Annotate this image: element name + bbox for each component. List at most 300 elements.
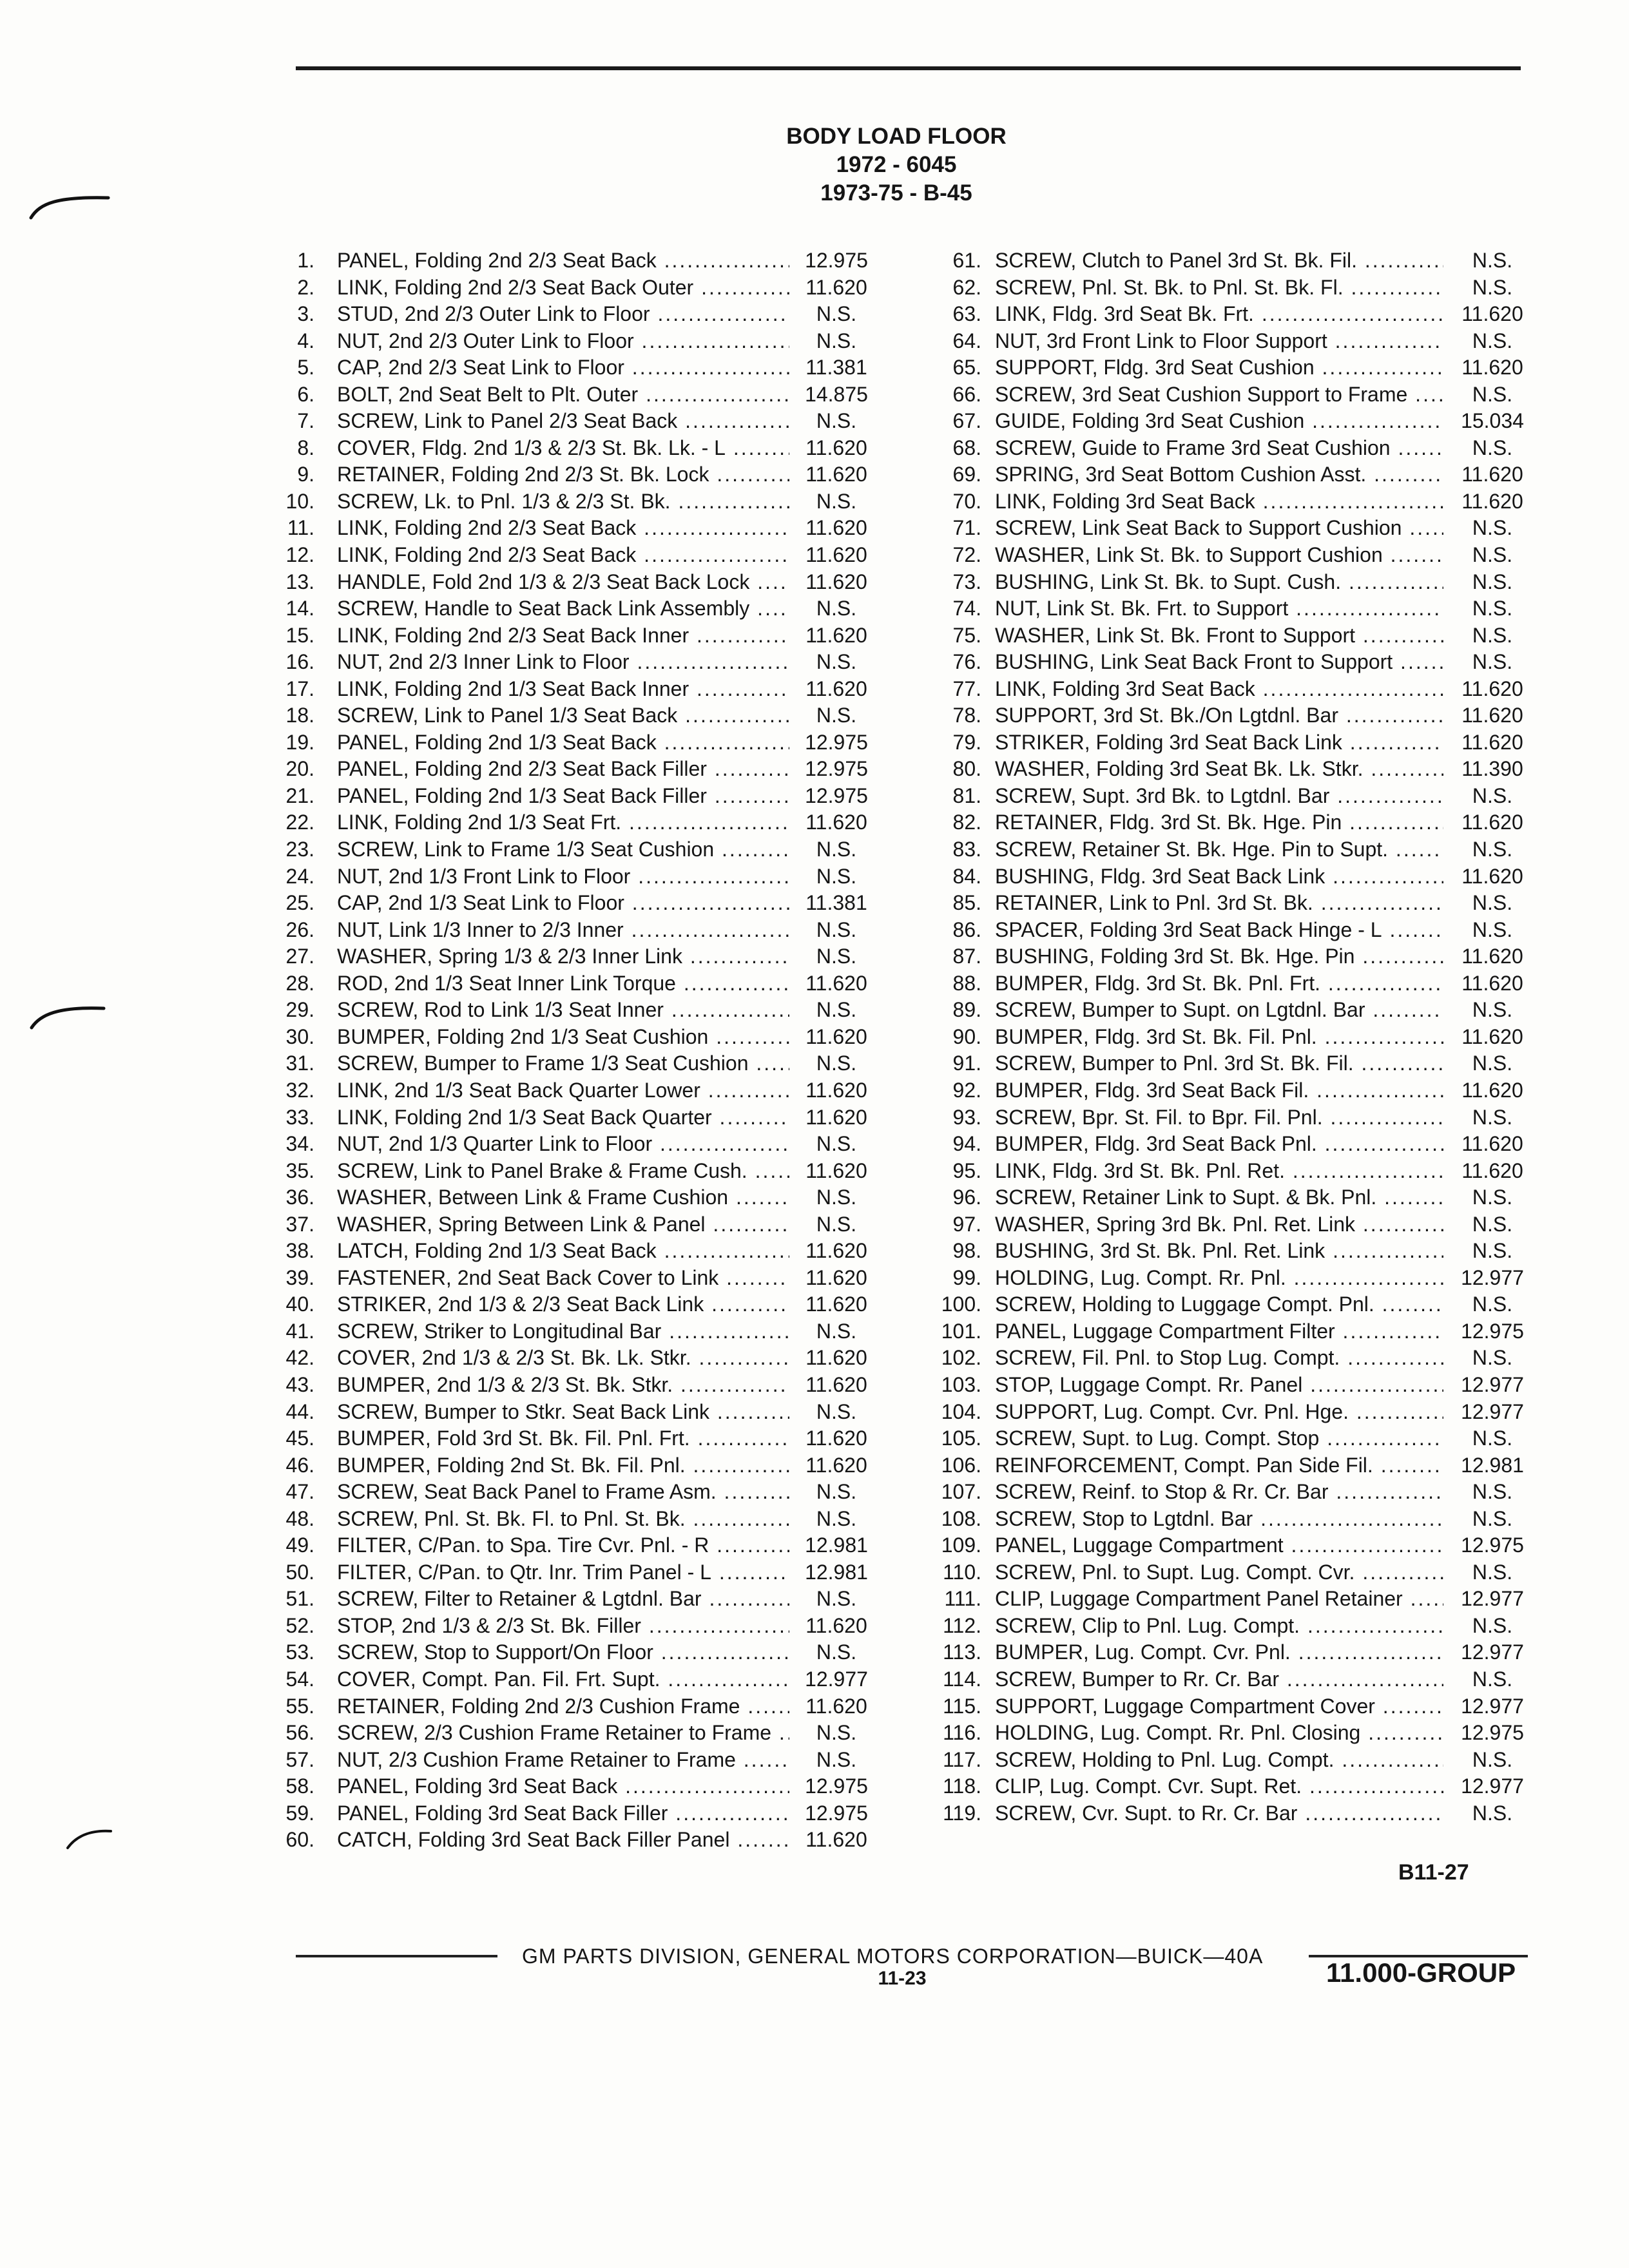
part-index: 42.	[285, 1346, 314, 1370]
part-group-number: N.S.	[816, 704, 857, 727]
part-index: 83.	[952, 838, 981, 861]
part-description: SUPPORT, 3rd St. Bk./On Lgtdnl. Bar .....	[995, 702, 1443, 729]
part-group-number: 12.981	[1461, 1453, 1524, 1477]
part-index: 117.	[943, 1747, 981, 1771]
part-description: SCREW, Reinf. to Stop & Rr. Cr. Bar .....	[995, 1479, 1443, 1506]
part-description: NUT, Link 1/3 Inner to 2/3 Inner .....	[337, 917, 789, 944]
part-description: RETAINER, Link to Pnl. 3rd St. Bk. .....	[995, 890, 1443, 917]
part-description: WASHER, Link St. Bk. to Support Cushion .....	[995, 542, 1443, 569]
part-row	[258, 1104, 878, 1131]
part-description: PANEL, Luggage Compartment .....	[995, 1532, 1443, 1559]
part-row	[258, 328, 878, 355]
part-group-number: 11.620	[805, 1105, 867, 1129]
part-row	[258, 1077, 878, 1104]
scan-mark	[68, 1831, 111, 1848]
part-row	[258, 1372, 878, 1399]
part-description: SCREW, Bumper to Supt. on Lgtdnl. Bar .....	[995, 997, 1443, 1024]
part-group-number: 12.975	[805, 783, 868, 807]
part-description: LINK, Folding 2nd 2/3 Seat Back Outer .....	[337, 274, 789, 302]
part-row	[925, 1372, 1534, 1399]
part-group-number: 12.975	[1461, 1721, 1524, 1745]
part-index: 33.	[285, 1105, 314, 1129]
part-group-number: N.S.	[1472, 1747, 1513, 1771]
part-description: SCREW, 2/3 Cushion Frame Retainer to Frame .....	[337, 1720, 789, 1747]
part-row	[258, 890, 878, 917]
part-group-number: 11.620	[805, 1427, 867, 1450]
part-description: BUSHING, Link Seat Back Front to Support .....	[995, 649, 1443, 676]
part-group-number: 11.620	[805, 1024, 867, 1048]
part-index: 52.	[285, 1613, 314, 1637]
part-description: BUMPER, Folding 2nd St. Bk. Fil. Pnl. .....	[337, 1452, 789, 1479]
part-group-number: N.S.	[816, 489, 857, 513]
part-index: 115.	[943, 1694, 981, 1718]
part-description: FASTENER, 2nd Seat Back Cover to Link .....	[337, 1265, 789, 1292]
top-rule	[296, 66, 1521, 70]
part-index: 105.	[941, 1427, 981, 1450]
part-group-number: N.S.	[1472, 1506, 1513, 1530]
part-index: 45.	[285, 1427, 314, 1450]
part-group-number: 11.620	[1461, 811, 1523, 834]
part-description: BUSHING, Fldg. 3rd Seat Back Link .....	[995, 863, 1443, 890]
part-group-number: N.S.	[816, 650, 857, 674]
part-index: 89.	[952, 998, 981, 1022]
part-group-number: 11.620	[805, 623, 867, 647]
part-index: 107.	[941, 1480, 981, 1504]
part-group-number: 11.620	[1461, 1078, 1523, 1102]
part-group-number: N.S.	[816, 1132, 857, 1156]
part-description: SCREW, 3rd Seat Cushion Support to Frame .....	[995, 381, 1443, 408]
part-description: LINK, Fldg. 3rd Seat Bk. Frt. .....	[995, 301, 1443, 328]
part-group-number: 12.977	[1461, 1587, 1524, 1611]
part-description: SCREW, Bumper to Stkr. Seat Back Link .....	[337, 1399, 789, 1426]
part-row	[925, 1024, 1534, 1051]
part-row	[925, 756, 1534, 783]
part-row	[925, 328, 1534, 355]
part-index: 31.	[285, 1052, 314, 1075]
part-description: LINK, Folding 2nd 1/3 Seat Frt. .....	[337, 809, 789, 836]
part-group-number: 11.620	[1461, 302, 1523, 326]
part-row	[925, 809, 1534, 836]
part-description: CLIP, Lug. Compt. Cvr. Supt. Ret. .....	[995, 1773, 1443, 1800]
part-group-number: 11.620	[805, 1828, 867, 1852]
part-group-number: N.S.	[1472, 329, 1513, 352]
part-description: NUT, 2nd 1/3 Front Link to Floor .....	[337, 863, 789, 890]
part-index: 62.	[952, 275, 981, 299]
part-group-number: 11.381	[805, 356, 867, 380]
part-description: SCREW, Retainer Link to Supt. & Bk. Pnl. .....	[995, 1184, 1443, 1211]
part-row	[258, 1666, 878, 1693]
part-group-number: 12.977	[805, 1667, 868, 1691]
part-group-number: 11.620	[1461, 1024, 1523, 1048]
part-index: 28.	[285, 971, 314, 995]
part-row	[258, 863, 878, 890]
part-row	[925, 488, 1534, 515]
footer-rule-left	[296, 1955, 497, 1957]
part-row	[925, 649, 1534, 676]
part-index: 10.	[285, 489, 314, 513]
part-index: 6.	[297, 382, 314, 406]
part-row	[925, 1211, 1534, 1238]
scan-mark	[32, 1008, 104, 1028]
part-index: 39.	[285, 1265, 314, 1289]
part-group-number: 15.034	[1461, 409, 1524, 433]
part-index: 74.	[952, 597, 981, 620]
page-number: 11-23	[878, 1968, 927, 1989]
part-index: 108.	[941, 1506, 981, 1530]
part-index: 109.	[941, 1533, 981, 1557]
part-index: 34.	[285, 1132, 314, 1156]
part-index: 1.	[297, 249, 314, 272]
part-index: 5.	[297, 356, 314, 380]
part-row	[925, 1184, 1534, 1211]
part-row	[258, 1586, 878, 1613]
part-group-number: 11.620	[1461, 1158, 1523, 1182]
part-row	[925, 1773, 1534, 1800]
part-group-number: N.S.	[816, 1186, 857, 1209]
part-index: 99.	[952, 1265, 981, 1289]
part-group-number: N.S.	[816, 864, 857, 888]
part-index: 113.	[943, 1640, 981, 1664]
part-description: LINK, Folding 3rd Seat Back .....	[995, 676, 1443, 703]
part-description: PANEL, Luggage Compartment Filter .....	[995, 1318, 1443, 1345]
part-group-number: 11.620	[805, 1613, 867, 1637]
part-group-number: N.S.	[1472, 1613, 1513, 1637]
part-description: WASHER, Spring 1/3 & 2/3 Inner Link .....	[337, 943, 789, 970]
part-description: SCREW, Fil. Pnl. to Stop Lug. Compt. .....	[995, 1345, 1443, 1372]
part-row	[925, 247, 1534, 274]
part-description: BUMPER, Fldg. 3rd St. Bk. Fil. Pnl. .....	[995, 1024, 1443, 1051]
part-description: BUMPER, Fldg. 3rd Seat Back Pnl. .....	[995, 1131, 1443, 1158]
part-description: SCREW, Striker to Longitudinal Bar .....	[337, 1318, 789, 1345]
part-group-number: N.S.	[1472, 623, 1513, 647]
part-row	[258, 274, 878, 302]
part-description: BUMPER, Fldg. 3rd St. Bk. Pnl. Frt. .....	[995, 970, 1443, 997]
part-index: 71.	[952, 516, 981, 540]
part-row	[925, 1345, 1534, 1372]
part-index: 94.	[952, 1132, 981, 1156]
part-description: STUD, 2nd 2/3 Outer Link to Floor .....	[337, 301, 789, 328]
part-description: BUSHING, Link St. Bk. to Supt. Cush. .....	[995, 569, 1443, 596]
part-group-number: 11.620	[805, 516, 867, 540]
part-index: 32.	[285, 1078, 314, 1102]
part-group-number: 11.620	[1461, 864, 1523, 888]
part-row	[258, 247, 878, 274]
part-description: SCREW, Filter to Retainer & Lgtdnl. Bar .....	[337, 1586, 789, 1613]
part-description: BUMPER, Fold 3rd St. Bk. Fil. Pnl. Frt. .....	[337, 1425, 789, 1452]
part-description: BUMPER, 2nd 1/3 & 2/3 St. Bk. Stkr. .....	[337, 1372, 789, 1399]
model-line-1973-75: 1973-75 - B-45	[820, 180, 972, 206]
part-index: 25.	[285, 891, 314, 915]
part-row	[258, 1532, 878, 1559]
part-row	[925, 1559, 1534, 1586]
part-description: WASHER, Link St. Bk. Front to Support .....	[995, 622, 1443, 649]
part-group-number: N.S.	[816, 1052, 857, 1075]
part-index: 11.	[287, 516, 314, 540]
part-description: SCREW, Holding to Luggage Compt. Pnl. .....	[995, 1291, 1443, 1318]
part-group-number: 11.620	[805, 436, 867, 459]
part-row	[925, 1238, 1534, 1265]
part-group-number: 11.381	[805, 891, 867, 915]
part-row	[258, 1773, 878, 1800]
part-row	[925, 1158, 1534, 1185]
part-index: 65.	[952, 356, 981, 380]
part-description: WASHER, Spring Between Link & Panel .....	[337, 1211, 789, 1238]
part-description: SCREW, Link to Panel 1/3 Seat Back .....	[337, 702, 789, 729]
part-index: 95.	[952, 1158, 981, 1182]
part-group-number: N.S.	[816, 1212, 857, 1236]
part-row	[258, 943, 878, 970]
part-index: 26.	[285, 918, 314, 941]
part-row	[925, 1318, 1534, 1345]
part-group-number: 12.981	[805, 1533, 868, 1557]
part-description: RETAINER, Folding 2nd 2/3 St. Bk. Lock .....	[337, 461, 789, 488]
part-row	[258, 515, 878, 542]
part-description: SCREW, Bpr. St. Fil. to Bpr. Fil. Pnl. .....	[995, 1104, 1443, 1131]
part-description: LINK, Fldg. 3rd St. Bk. Pnl. Ret. .....	[995, 1158, 1443, 1185]
part-description: SCREW, Pnl. to Supt. Lug. Compt. Cvr. .....	[995, 1559, 1443, 1586]
part-description: STRIKER, Folding 3rd Seat Back Link .....	[995, 729, 1443, 756]
part-group-number: N.S.	[816, 1587, 857, 1611]
part-description: SCREW, Stop to Support/On Floor .....	[337, 1639, 789, 1666]
part-row	[258, 461, 878, 488]
part-index: 72.	[952, 543, 981, 567]
part-description: COVER, Fldg. 2nd 1/3 & 2/3 St. Bk. Lk. - L .....	[337, 435, 789, 462]
part-row	[925, 595, 1534, 622]
part-description: FILTER, C/Pan. to Qtr. Inr. Trim Panel - L .....	[337, 1559, 789, 1586]
part-row	[258, 1720, 878, 1747]
part-row	[258, 488, 878, 515]
part-index: 53.	[285, 1640, 314, 1664]
part-description: SCREW, Lk. to Pnl. 1/3 & 2/3 St. Bk. .....	[337, 488, 789, 515]
part-row	[258, 595, 878, 622]
part-index: 36.	[285, 1186, 314, 1209]
part-row	[258, 783, 878, 810]
part-group-number: 11.390	[1461, 757, 1523, 781]
part-row	[925, 1077, 1534, 1104]
part-index: 116.	[943, 1721, 981, 1745]
part-description: NUT, Link St. Bk. Frt. to Support .....	[995, 595, 1443, 622]
part-row	[925, 1720, 1534, 1747]
part-index: 27.	[285, 945, 314, 968]
part-row	[925, 461, 1534, 488]
part-group-number: N.S.	[1472, 783, 1513, 807]
part-index: 56.	[285, 1721, 314, 1745]
part-description: SCREW, Bumper to Frame 1/3 Seat Cushion .....	[337, 1050, 789, 1077]
part-description: LINK, Folding 2nd 1/3 Seat Back Quarter .....	[337, 1104, 789, 1131]
part-description: NUT, 2nd 2/3 Inner Link to Floor .....	[337, 649, 789, 676]
part-index: 114.	[943, 1667, 981, 1691]
part-description: SCREW, Handle to Seat Back Link Assembly .....	[337, 595, 789, 622]
part-index: 38.	[285, 1239, 314, 1263]
part-index: 111.	[944, 1587, 981, 1611]
part-group-number: 12.977	[1461, 1774, 1524, 1798]
part-row	[925, 1506, 1534, 1533]
part-row	[925, 274, 1534, 302]
part-description: NUT, 2nd 1/3 Quarter Link to Floor .....	[337, 1131, 789, 1158]
part-group-number: N.S.	[816, 918, 857, 941]
part-index: 57.	[285, 1747, 314, 1771]
part-group-number: 12.981	[805, 1560, 868, 1584]
part-group-number: N.S.	[816, 597, 857, 620]
part-group-number: 12.975	[805, 757, 868, 781]
part-description: STOP, 2nd 1/3 & 2/3 St. Bk. Filler .....	[337, 1613, 789, 1640]
part-group-number: 11.620	[805, 1453, 867, 1477]
part-row	[258, 435, 878, 462]
part-row	[258, 1238, 878, 1265]
part-group-number: 11.620	[805, 1078, 867, 1102]
part-row	[925, 622, 1534, 649]
part-group-number: N.S.	[1472, 382, 1513, 406]
part-description: CAP, 2nd 2/3 Seat Link to Floor .....	[337, 354, 789, 381]
part-row	[258, 1800, 878, 1827]
part-index: 100.	[941, 1293, 981, 1316]
part-description: RETAINER, Fldg. 3rd St. Bk. Hge. Pin .....	[995, 809, 1443, 836]
part-row	[258, 301, 878, 328]
part-group-number: N.S.	[816, 329, 857, 352]
part-index: 24.	[285, 864, 314, 888]
part-row	[258, 1024, 878, 1051]
part-row	[258, 1345, 878, 1372]
part-index: 87.	[952, 945, 981, 968]
part-row	[258, 970, 878, 997]
part-row	[258, 809, 878, 836]
part-description: PANEL, Folding 2nd 2/3 Seat Back .....	[337, 247, 789, 274]
part-group-number: N.S.	[816, 1640, 857, 1664]
part-row	[925, 702, 1534, 729]
part-group-number: N.S.	[816, 838, 857, 861]
part-description: BUMPER, Fldg. 3rd Seat Back Fil. .....	[995, 1077, 1443, 1104]
part-row	[925, 676, 1534, 703]
part-index: 41.	[285, 1319, 314, 1343]
part-index: 118.	[943, 1774, 981, 1798]
part-row	[925, 1693, 1534, 1720]
part-row	[925, 890, 1534, 917]
part-row	[258, 408, 878, 435]
part-group-number: N.S.	[1472, 516, 1513, 540]
part-description: SCREW, Cvr. Supt. to Rr. Cr. Bar .....	[995, 1800, 1443, 1827]
part-group-number: 11.620	[1461, 356, 1523, 380]
part-description: COVER, Compt. Pan. Fil. Frt. Supt. .....	[337, 1666, 789, 1693]
part-index: 17.	[285, 677, 314, 700]
part-group-number: 11.620	[805, 1694, 867, 1718]
part-group-number: N.S.	[1472, 998, 1513, 1022]
part-group-number: N.S.	[816, 302, 857, 326]
part-group-number: 12.977	[1461, 1640, 1524, 1664]
part-index: 112.	[943, 1613, 981, 1637]
part-index: 77.	[952, 677, 981, 700]
part-row	[258, 1265, 878, 1292]
part-index: 92.	[952, 1078, 981, 1102]
part-row	[258, 1827, 878, 1854]
part-description: SUPPORT, Lug. Compt. Cvr. Pnl. Hge. .....	[995, 1399, 1443, 1426]
part-row	[258, 1452, 878, 1479]
part-row	[925, 1479, 1534, 1506]
part-index: 3.	[297, 302, 314, 326]
part-group-number: 11.620	[1461, 704, 1523, 727]
part-index: 70.	[952, 489, 981, 513]
part-group-number: N.S.	[1472, 1212, 1513, 1236]
part-index: 9.	[297, 463, 314, 486]
page-header	[703, 122, 1090, 207]
part-group-number: N.S.	[1472, 1105, 1513, 1129]
part-description: HANDLE, Fold 2nd 1/3 & 2/3 Seat Back Lock .....	[337, 569, 789, 596]
part-description: SCREW, Retainer St. Bk. Hge. Pin to Supt. .....	[995, 836, 1443, 863]
part-description: BOLT, 2nd Seat Belt to Plt. Outer .....	[337, 381, 789, 408]
part-description: SPACER, Folding 3rd Seat Back Hinge - L .....	[995, 917, 1443, 944]
part-index: 19.	[285, 730, 314, 754]
part-description: SCREW, Rod to Link 1/3 Seat Inner .....	[337, 997, 789, 1024]
part-index: 20.	[285, 757, 314, 781]
part-row	[925, 1425, 1534, 1452]
part-group-number: 11.620	[805, 971, 867, 995]
scan-mark	[31, 198, 108, 218]
part-description: PANEL, Folding 2nd 2/3 Seat Back Filler .....	[337, 756, 789, 783]
part-index: 66.	[952, 382, 981, 406]
part-row	[258, 569, 878, 596]
part-row	[258, 1639, 878, 1666]
part-row	[258, 1559, 878, 1586]
part-group-number: 11.620	[1461, 730, 1523, 754]
part-index: 35.	[285, 1158, 314, 1182]
part-group-number: 11.620	[805, 463, 867, 486]
part-description: REINFORCEMENT, Compt. Pan Side Fil. .....	[995, 1452, 1443, 1479]
part-row	[258, 1050, 878, 1077]
part-group-number: 11.620	[1461, 489, 1523, 513]
part-index: 22.	[285, 811, 314, 834]
part-group-number: N.S.	[816, 1747, 857, 1771]
part-index: 102.	[941, 1346, 981, 1370]
part-index: 88.	[952, 971, 981, 995]
part-row	[258, 1747, 878, 1774]
part-group-number: 11.620	[805, 811, 867, 834]
part-group-number: N.S.	[1472, 597, 1513, 620]
part-index: 4.	[297, 329, 314, 352]
part-index: 93.	[952, 1105, 981, 1129]
part-row	[925, 917, 1534, 944]
part-index: 78.	[952, 704, 981, 727]
part-index: 84.	[952, 864, 981, 888]
part-row	[925, 1666, 1534, 1693]
part-group-number: N.S.	[1472, 1293, 1513, 1316]
part-index: 76.	[952, 650, 981, 674]
part-index: 8.	[297, 436, 314, 459]
part-group-number: N.S.	[816, 1319, 857, 1343]
part-description: STOP, Luggage Compt. Rr. Panel .....	[995, 1372, 1443, 1399]
part-description: COVER, 2nd 1/3 & 2/3 St. Bk. Lk. Stkr. .....	[337, 1345, 789, 1372]
part-row	[258, 1211, 878, 1238]
part-row	[258, 1479, 878, 1506]
part-index: 12.	[285, 543, 314, 567]
part-index: 48.	[285, 1506, 314, 1530]
part-index: 97.	[952, 1212, 981, 1236]
part-row	[258, 1425, 878, 1452]
footer-publisher: GM PARTS DIVISION, GENERAL MOTORS CORPORATION—BUICK—40A	[522, 1945, 1264, 1968]
part-description: WASHER, Folding 3rd Seat Bk. Lk. Stkr. .....	[995, 756, 1443, 783]
part-description: NUT, 3rd Front Link to Floor Support .....	[995, 328, 1443, 355]
part-index: 54.	[285, 1667, 314, 1691]
part-description: LINK, Folding 2nd 2/3 Seat Back .....	[337, 515, 789, 542]
part-description: SCREW, Holding to Pnl. Lug. Compt. .....	[995, 1747, 1443, 1774]
part-group-number: N.S.	[1472, 891, 1513, 915]
part-row	[258, 1613, 878, 1640]
part-row	[925, 301, 1534, 328]
part-row	[258, 542, 878, 569]
part-description: SCREW, Link to Panel Brake & Frame Cush. .....	[337, 1158, 789, 1185]
part-description: FILTER, C/Pan. to Spa. Tire Cvr. Pnl. - R .....	[337, 1532, 789, 1559]
part-description: LINK, Folding 2nd 2/3 Seat Back .....	[337, 542, 789, 569]
part-description: CATCH, Folding 3rd Seat Back Filler Panel .....	[337, 1827, 789, 1854]
part-index: 59.	[285, 1801, 314, 1825]
